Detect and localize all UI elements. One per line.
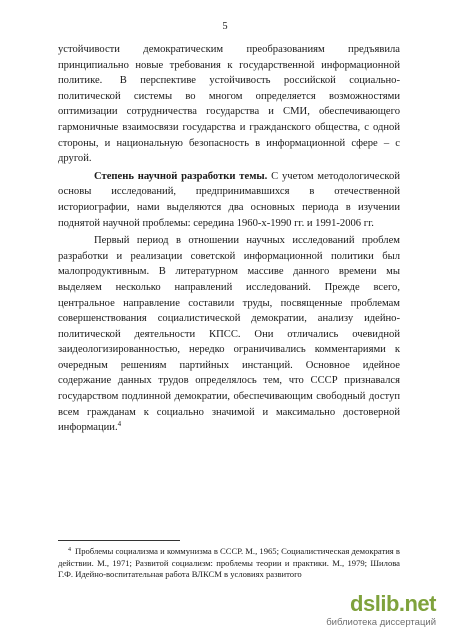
main-text: [58, 42, 400, 436]
paragraph-3-text: С учетом методологической основы исследований, предпринимавшихся в отечественной историографии, нами выделяются два основных периода в изучении поднятой научной проблемы: середина 1960-х-1990 гг. и 1991-2006 гг.: [58, 170, 400, 229]
watermark-logo: dslib.net: [350, 591, 436, 616]
footnote-text: Проблемы социализма и коммунизма в СССР. М., 1965; Социалистическая демократия в действии. М., 1971; Развитой социализм: проблемы теории и практики. М., 1979; Шилова Г.Ф. Идейно-воспитательная работа ВЛКСМ в условиях развитого: [58, 546, 400, 579]
footnote-divider: [58, 540, 180, 541]
footnote-reference: 4: [117, 420, 122, 429]
watermark: [316, 591, 436, 629]
watermark-tagline: библиотека диссертаций: [326, 617, 436, 628]
page-number: 5: [222, 21, 228, 32]
section-heading: Степень научной разработки темы.: [94, 170, 268, 182]
footnote: [58, 546, 400, 581]
paragraph-3: [58, 169, 400, 231]
paragraph-4-text: Первый период в отношении научных исследований проблем разработки и реализации советской информационной политики был малопродуктивным. В литературном массиве данного времени мы выделяем несколько направлений исследований. Прежде всего, центральное направление составили труды, посвященные проблемам совершенствования социалистической демократии, анализу идейно-политической деятельности КПСС. Они отличались очевидной заидеологизированностью, нередко ограничивались комментариями к очередным решениям партийных инстанций. Основное идейное содержание данных трудов определялось тем, что СССР признавался государством подлинной демократии, обеспечивающим свободный доступ всем гражданам к социально значимой и максимально достоверной информации.: [58, 235, 400, 434]
paragraph-1-text: устойчивости демократическим преобразованиям предъявила принципиально новые требования к государственной информационной политике.: [58, 44, 400, 87]
paragraph-4: [58, 233, 400, 436]
paragraph-2-text: В перспективе устойчивость российской социально-политической системы во многом определяется возможностями оптимизации сотрудничества государства и СМИ, обеспечивающего гармоничные взаимосвязи государства и гражданского общества, с одной стороны, и национальную безопасность в информационной сфере – с другой.: [58, 75, 400, 165]
footnote-mark: 4: [68, 547, 71, 553]
paragraph-1: [58, 42, 400, 167]
